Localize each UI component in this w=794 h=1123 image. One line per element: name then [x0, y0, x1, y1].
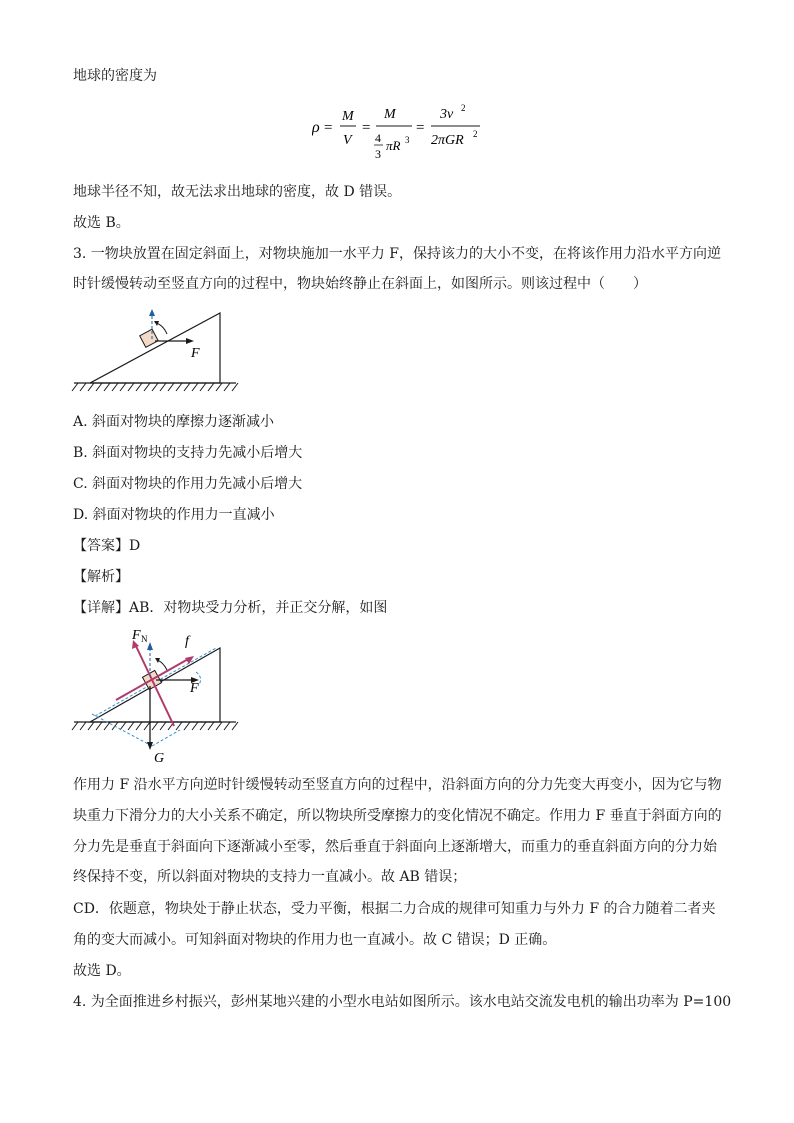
construction-lines [92, 648, 216, 746]
formula-eq3: = [416, 120, 425, 136]
detail-text: AB．对物块受力分析，并正交分解，如图 [129, 600, 388, 616]
formula-num: 3v [440, 107, 454, 122]
formula-svg [312, 100, 512, 170]
formula-den-sq: 2 [473, 129, 478, 139]
formula-den: 2πGR [431, 133, 464, 148]
formula-m1: M [342, 109, 354, 124]
fn-subscript: N [141, 634, 148, 644]
incline-triangle [90, 313, 220, 383]
formula-three: 3 [375, 147, 381, 161]
fn-label: F [132, 628, 141, 643]
formula-num-sq: 2 [461, 103, 466, 113]
answer-tag: 【答案】 [73, 538, 129, 554]
exp-line2: 块重力下滑分力的大小关系不确定，所以物块所受摩擦力的变化情况不确定。作用力 F 垂直于斜面方向的 [73, 808, 722, 824]
q3-line2: 时针缓慢转动至竖直方向的过程中，物块始终静止在斜面上，如图所示。则该过程中（ ） [73, 276, 647, 292]
force-label: F [191, 346, 200, 361]
q3-line1: 3. 一物块放置在固定斜面上，对物块施加一水平力 F，保持该力的大小不变，在将该作用力沿水平方向逆 [73, 246, 721, 262]
applied-force-label: F [190, 681, 199, 696]
formula-eq2: = [362, 120, 371, 136]
detail-tag: 【详解】 [73, 600, 129, 616]
formula-m2: M [384, 107, 396, 122]
density-intro: 地球的密度为 [73, 68, 157, 84]
density-formula [312, 100, 512, 170]
answer-value: D [129, 538, 141, 554]
formula-cube: 3 [405, 135, 410, 145]
option-c: C. 斜面对物块的作用力先减小后增大 [73, 476, 303, 492]
formula-rho: ρ [312, 119, 320, 136]
option-a: A. 斜面对物块的摩擦力逐渐减小 [73, 414, 275, 430]
choose-b: 故选 B。 [73, 215, 130, 231]
exp-line3: 分力先是垂直于斜面向下逐渐减小至零，然后垂直于斜面向上逐渐增大，而重力的垂直斜面方向的分力始 [73, 839, 717, 855]
formula-pir: πR [386, 138, 401, 153]
choose-d: 故选 D。 [73, 963, 131, 979]
incline-figure [70, 303, 245, 398]
q4-line1: 4. 为全面推进乡村振兴，彭州某地兴建的小型水电站如图所示。该水电站交流发电机的输出功率为 P=100 [73, 994, 732, 1010]
exp-line6: 角的变大而减小。可知斜面对物块的作用力也一直减小。故 C 错误；D 正确。 [73, 932, 557, 948]
friction-label: f [185, 634, 189, 649]
exp-line4: 终保持不变，所以斜面对物块的支持力一直减小。故 AB 错误； [73, 869, 467, 885]
analysis-tag: 【解析】 [73, 569, 129, 585]
force-diagram [70, 626, 250, 766]
block [140, 329, 158, 347]
answer-line [73, 536, 140, 556]
formula-eq1: = [324, 120, 333, 136]
option-b: B. 斜面对物块的支持力先减小后增大 [73, 445, 303, 461]
exp-line5: CD．依题意，物块处于静止状态，受力平衡，根据二力合成的规律可知重力与外力 F 的合力随着二者夹 [73, 901, 716, 917]
formula-four: 4 [375, 131, 381, 145]
radius-unknown: 地球半径不知，故无法求出地球的密度，故 D 错误。 [73, 184, 402, 200]
gravity-label: G [154, 751, 165, 766]
exp-line1: 作用力 F 沿水平方向逆时针缓慢转动至竖直方向的过程中，沿斜面方向的分力先变大再变小，因为它与物 [73, 777, 722, 793]
formula-v: V [343, 133, 352, 148]
option-d: D. 斜面对物块的作用力一直减小 [73, 507, 275, 523]
detail-line [73, 598, 387, 618]
